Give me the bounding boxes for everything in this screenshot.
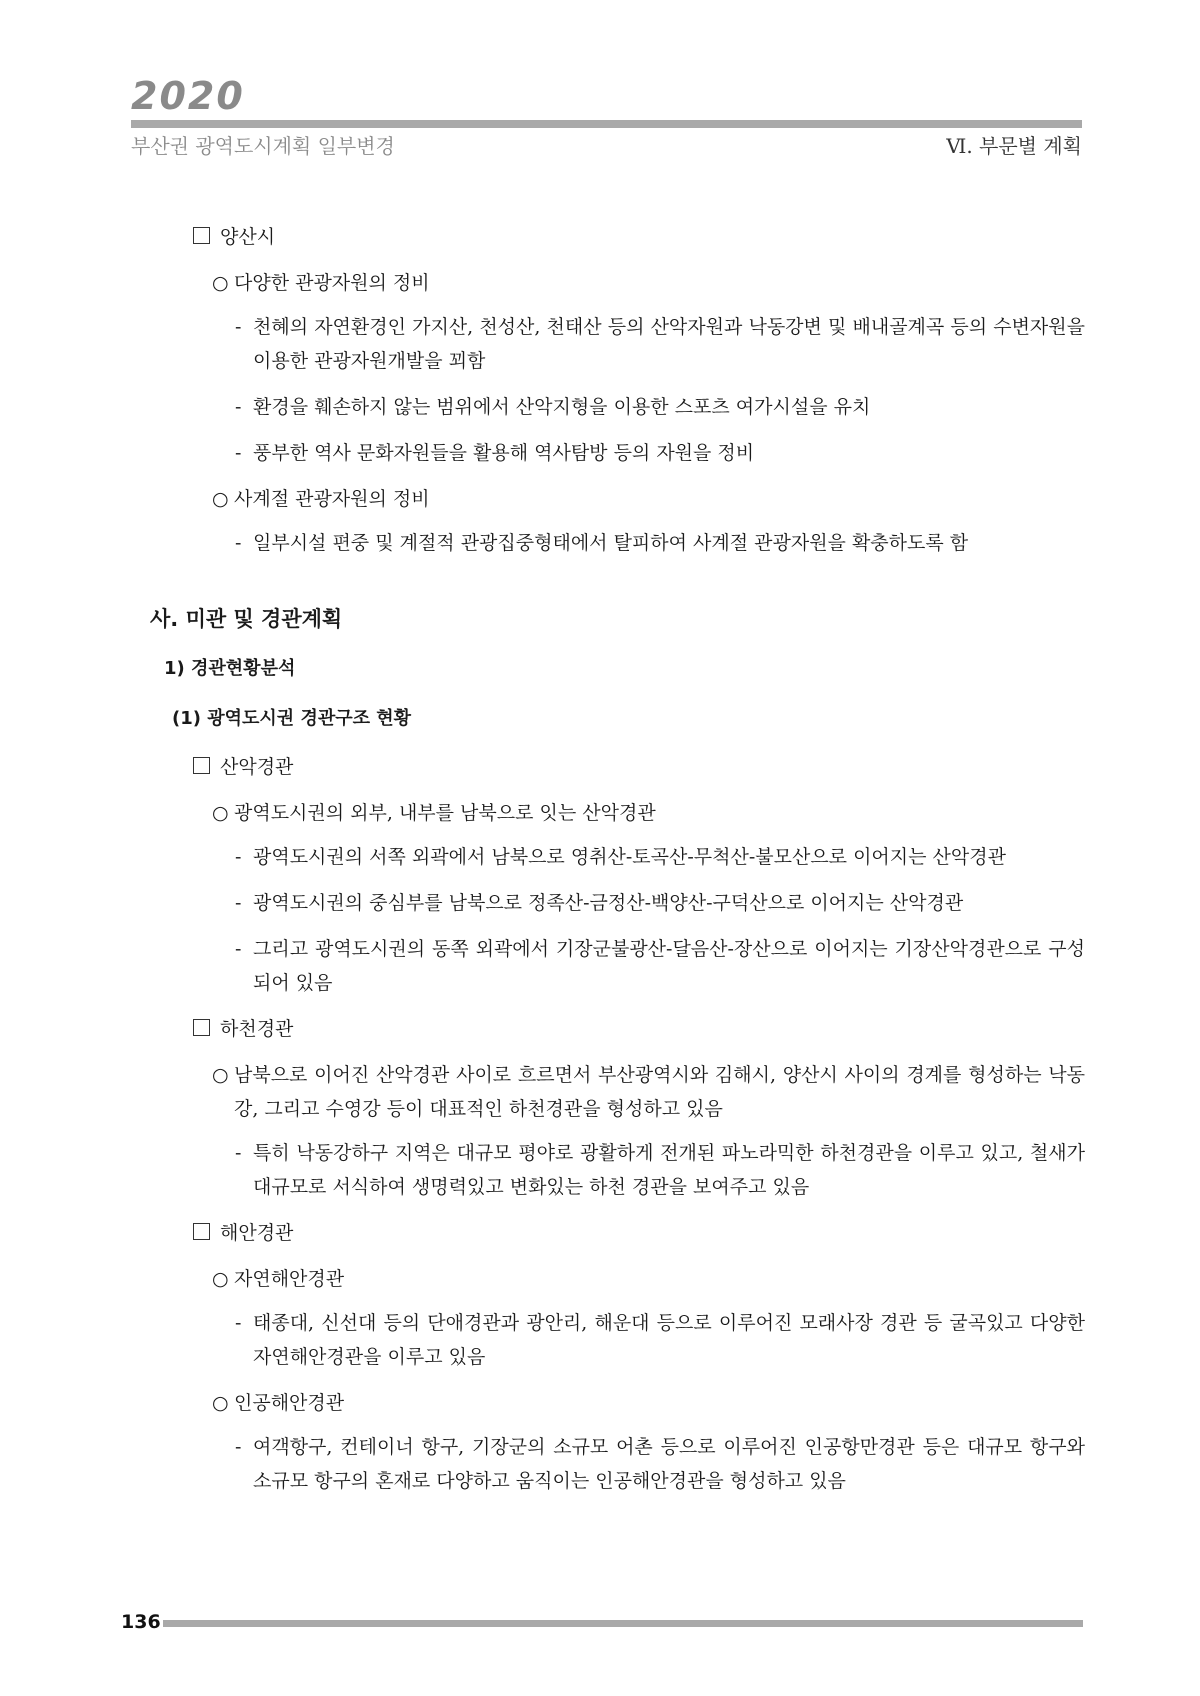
dash-item-text: 여객항구, 컨테이너 항구, 기장군의 소규모 어촌 등으로 이루어진 인공항만경관 등은 대규모 항구와 소규모 항구의 혼재로 다양하고 움직이는 인공해안경관을 형성하고 있음 bbox=[253, 1436, 1085, 1492]
square-bullet-icon bbox=[193, 757, 210, 774]
circle-item-text: 광역도시권의 외부, 내부를 남북으로 잇는 산악경관 bbox=[234, 802, 656, 824]
page-number: 136 bbox=[121, 1611, 161, 1633]
section-heading: 사. 미관 및 경관계획 bbox=[150, 607, 343, 631]
dash-item-text: 광역도시권의 중심부를 남북으로 정족산-금정산-백양산-구덕산으로 이어지는 산악경관 bbox=[253, 892, 964, 914]
square-bullet-icon bbox=[193, 227, 210, 244]
dash-item bbox=[150, 390, 1085, 424]
circle-item bbox=[150, 1386, 1085, 1420]
square-item-yangsan bbox=[150, 220, 1085, 254]
dash-item bbox=[150, 436, 1085, 470]
dash-bullet: - bbox=[235, 938, 242, 960]
dash-item bbox=[150, 1306, 1085, 1374]
item-title: 산악경관 bbox=[220, 756, 294, 778]
circle-bullet-icon: ○ bbox=[212, 1268, 229, 1290]
circle-bullet-icon: ○ bbox=[212, 488, 229, 510]
circle-bullet-icon: ○ bbox=[212, 1064, 229, 1086]
dash-item bbox=[150, 526, 1085, 560]
dash-item-text: 천혜의 자연환경인 가지산, 천성산, 천태산 등의 산악자원과 낙동강변 및 배내골계곡 등의 수변자원을 이용한 관광자원개발을 꾀함 bbox=[253, 316, 1085, 372]
square-item-mountain bbox=[150, 750, 1085, 784]
dash-item bbox=[150, 840, 1085, 874]
footer-rule bbox=[163, 1620, 1083, 1627]
dash-bullet: - bbox=[235, 442, 242, 464]
header-rule bbox=[131, 120, 1082, 128]
dash-bullet: - bbox=[235, 1142, 242, 1164]
circle-item-text: 사계절 관광자원의 정비 bbox=[234, 488, 430, 510]
circle-item-text: 다양한 관광자원의 정비 bbox=[234, 272, 430, 294]
header-year: 2020 bbox=[131, 74, 245, 118]
dash-item-text: 풍부한 역사 문화자원들을 활용해 역사탐방 등의 자원을 정비 bbox=[253, 442, 755, 464]
dash-item-text: 광역도시권의 서쪽 외곽에서 남북으로 영취산-토곡산-무척산-불모산으로 이어지는 산악경관 bbox=[253, 846, 1006, 868]
circle-bullet-icon: ○ bbox=[212, 802, 229, 824]
square-bullet-icon bbox=[193, 1223, 210, 1240]
dash-bullet: - bbox=[235, 846, 242, 868]
square-bullet-icon bbox=[193, 1019, 210, 1036]
document-title: 부산권 광역도시계획 일부변경 bbox=[131, 134, 395, 158]
dash-item-text: 특히 낙동강하구 지역은 대규모 평야로 광활하게 전개된 파노라믹한 하천경관을 이루고 있고, 철새가 대규모로 서식하여 생명력있고 변화있는 하천 경관을 보여주고 있음 bbox=[253, 1142, 1085, 1198]
dash-item bbox=[150, 1136, 1085, 1204]
sub-subsection-heading: (1) 광역도시권 경관구조 현황 bbox=[172, 708, 412, 729]
circle-item bbox=[150, 1262, 1085, 1296]
circle-item-text: 자연해안경관 bbox=[234, 1268, 345, 1290]
dash-item bbox=[150, 310, 1085, 378]
square-item-coast bbox=[150, 1216, 1085, 1250]
dash-item-text: 태종대, 신선대 등의 단애경관과 광안리, 해운대 등으로 이루어진 모래사장 경관 등 굴곡있고 다양한 자연해안경관을 이루고 있음 bbox=[253, 1312, 1085, 1368]
dash-item bbox=[150, 1430, 1085, 1498]
dash-item-text: 그리고 광역도시권의 동쪽 외곽에서 기장군불광산-달음산-장산으로 이어지는 기장산악경관으로 구성되어 있음 bbox=[253, 938, 1085, 994]
dash-bullet: - bbox=[235, 532, 242, 554]
item-title: 하천경관 bbox=[220, 1018, 294, 1040]
dash-bullet: - bbox=[235, 396, 242, 418]
dash-bullet: - bbox=[235, 1436, 242, 1458]
circle-bullet-icon: ○ bbox=[212, 1392, 229, 1414]
dash-bullet: - bbox=[235, 892, 242, 914]
item-title: 해안경관 bbox=[220, 1222, 294, 1244]
circle-item bbox=[150, 1058, 1085, 1126]
dash-bullet: - bbox=[235, 316, 242, 338]
dash-bullet: - bbox=[235, 1312, 242, 1334]
circle-item bbox=[150, 266, 1085, 300]
circle-item-text: 인공해안경관 bbox=[234, 1392, 345, 1414]
subsection-heading: 1) 경관현황분석 bbox=[164, 658, 296, 679]
dash-item-text: 환경을 훼손하지 않는 범위에서 산악지형을 이용한 스포츠 여가시설을 유치 bbox=[253, 396, 871, 418]
dash-item-text: 일부시설 편중 및 계절적 관광집중형태에서 탈피하여 사계절 관광자원을 확충하도록 함 bbox=[253, 532, 969, 554]
circle-item-text: 남북으로 이어진 산악경관 사이로 흐르면서 부산광역시와 김해시, 양산시 사이의 경계를 형성하는 낙동강, 그리고 수영강 등이 대표적인 하천경관을 형성하고 있음 bbox=[234, 1064, 1085, 1120]
dash-item bbox=[150, 886, 1085, 920]
dash-item bbox=[150, 932, 1085, 1000]
item-title: 양산시 bbox=[220, 226, 276, 248]
circle-bullet-icon: ○ bbox=[212, 272, 229, 294]
square-item-river bbox=[150, 1012, 1085, 1046]
circle-item bbox=[150, 796, 1085, 830]
circle-item bbox=[150, 482, 1085, 516]
chapter-title: Ⅵ. 부문별 계획 bbox=[946, 134, 1082, 158]
page-body bbox=[150, 220, 1085, 1510]
